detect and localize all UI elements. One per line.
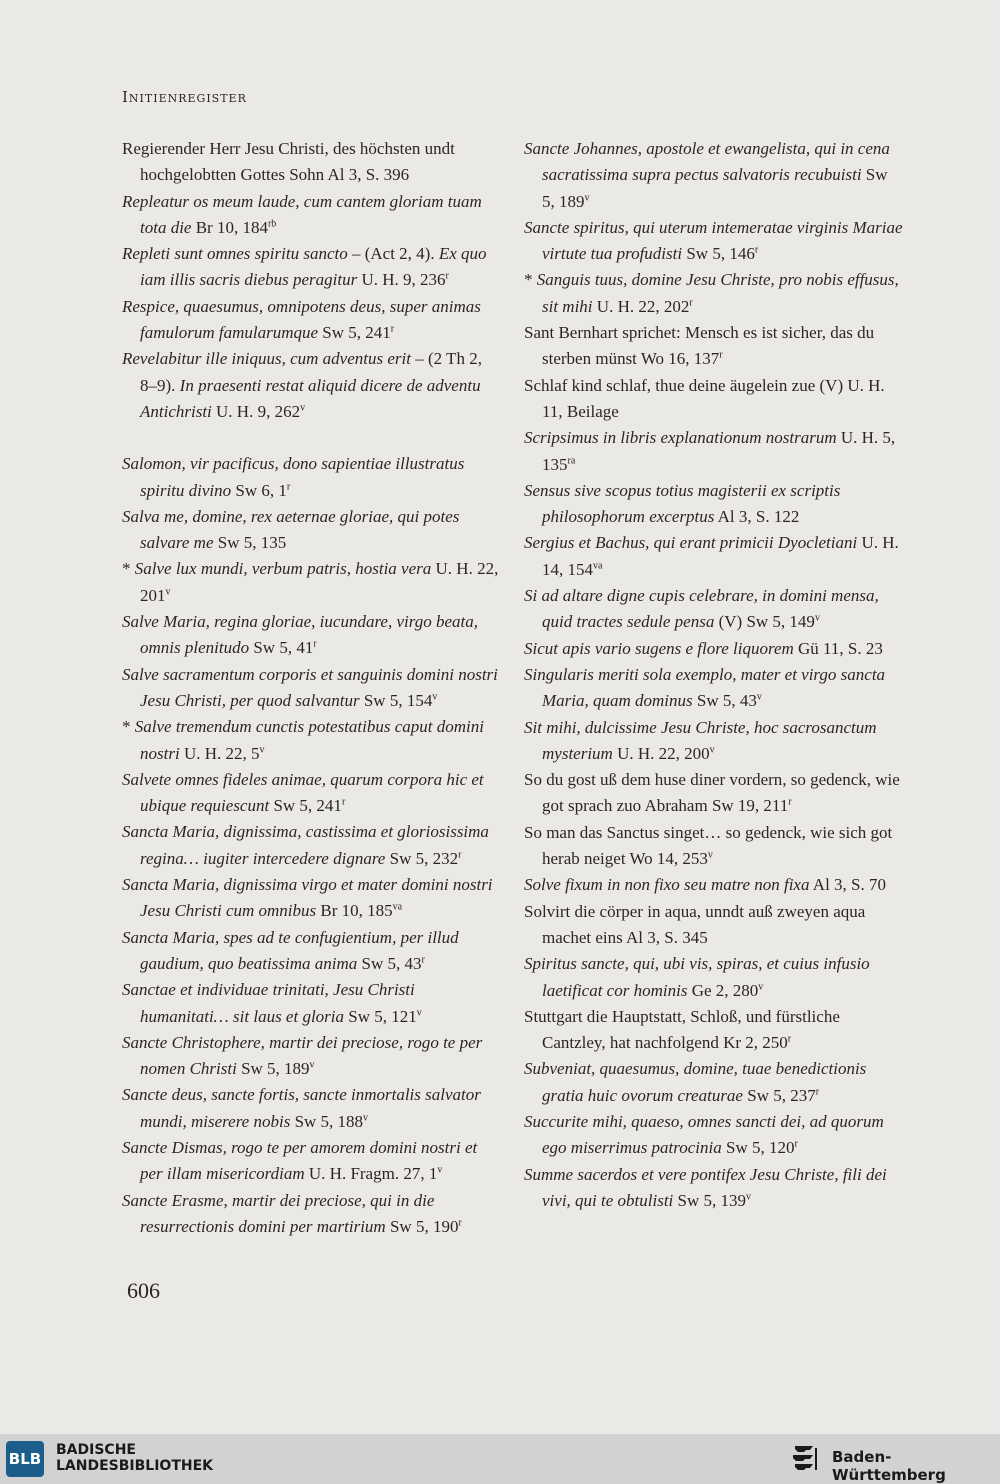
footer-bar [0,1434,1000,1484]
incipit-text: Salve sacramentum corporis et sanguinis domini nostri Jesu Christi, per quod salvantur [122,664,498,710]
page-number: 606 [127,1278,160,1303]
entry-text: Sw 5, 135 [213,533,287,553]
index-entry [524,267,904,320]
incipit-text: Subveniat, quaesumus, domine, tuae benedictionis gratia huic ovorum creaturae [524,1059,867,1105]
folio-marker: v [746,1191,751,1203]
folio-marker: v [300,402,306,414]
incipit-text: In praesenti restat aliquid dicere de adventu Antichristi [140,375,481,421]
index-entry [524,872,904,898]
entry-text: Gü 11, S. 23 [793,638,883,658]
folio-marker: va [593,560,603,572]
entry-text: Br 10, 184 [191,217,268,237]
entry-text: U. H. Fragm. 27, 1 [304,1164,438,1184]
entry-text: Sw 5, 241 [269,796,342,816]
incipit-text: Respice, quaesumus, omnipotens deus, super animas famulorum famularumque [122,296,481,343]
index-entry [524,820,904,873]
entry-text: Sw 5, 121 [344,1006,417,1026]
incipit-text: Salva me, domine, rex aeternae gloriae, qui potes salvare me [122,506,460,553]
folio-marker: v [584,191,590,203]
folio-marker: r [788,796,792,808]
entry-text: Al 3, S. 70 [809,875,887,895]
index-entry [524,320,904,373]
incipit-text: Succurite mihi, quaeso, omnes sancti dei, ad quorum ego miserrimus patrocinia [524,1111,884,1158]
folio-marker: r [787,1033,792,1045]
entry-text: Sw 5, 43 [357,953,422,973]
folio-marker: v [309,1059,315,1071]
index-entry [524,1109,904,1162]
index-entry [524,636,904,662]
incipit-text: Sanguis tuus, domine Jesu Christe, pro nobis effusus, sit mihi [536,270,899,316]
entry-text: Sw 5, 190 [385,1216,459,1236]
index-entry [524,767,904,820]
library-name-line2: LANDESBIBLIOTHEK [56,1458,214,1474]
folio-marker: v [416,1006,422,1018]
index-entry [122,451,502,504]
index-entry [122,504,502,557]
index-entry [524,373,904,426]
index-entry [122,662,502,715]
entry-text: U. H. 22, 200 [612,743,710,763]
index-entry [122,189,502,242]
incipit-text: Salve Maria, regina gloriae, iucundare, virgo beata, omnis plenitudo [122,612,478,658]
entry-text: So du gost uß dem huse diner vordern, so gedenck, wie got sprach zuo Abraham Sw 19, 211 [524,770,900,816]
folio-marker: v [814,612,820,624]
incipit-text: Sancta Maria, spes ad te confugientium, per illud gaudium, quo beatissima anima [122,927,459,973]
index-entry [122,714,502,767]
entry-text: Schlaf kind schlaf, thue deine äugelein zue (V) U. H. 11, Beilage [524,375,885,421]
incipit-text: Sancte Erasme, martir dei preciose, qui in die resurrectionis domini per martirium [122,1190,435,1236]
incipit-text: Sicut apis vario sugens e flore liquorem [524,638,794,658]
index-entry [524,425,904,478]
folio-marker: v [437,1164,443,1176]
index-entry [122,294,502,347]
entry-text: Sw 5, 154 [359,690,433,710]
entry-text: (V) Sw 5, 149 [714,612,815,632]
entry-text: Sw 5, 120 [721,1138,795,1158]
index-entry [122,819,502,872]
entry-text: Sw 5, 188 [290,1111,364,1131]
lions-emblem-icon [789,1442,823,1476]
index-entry [122,556,502,609]
incipit-text: Sanctae et individuae trinitati, Jesu Christi humanitati… sit laus et gloria [122,980,415,1026]
entry-text: Solvirt die cörper in aqua, unndt auß zweyen aqua machet eins Al 3, S. 345 [524,901,866,947]
incipit-text: Sergius et Bachus, qui erant primicii Dyocletiani [524,533,858,553]
index-entry [122,767,502,820]
folio-marker: v [259,743,265,755]
folio-marker: v [165,586,171,598]
folio-marker: rb [267,218,277,230]
blb-logo[interactable]: BLB [6,1441,44,1477]
index-entry [524,1004,904,1057]
entry-text: U. H. 5, 135 [542,428,896,474]
index-entry [122,1135,502,1188]
index-entry [524,899,904,952]
folio-marker: v [363,1112,369,1124]
entry-text: Sw 5, 232 [385,848,459,868]
entry-text: Sw 5, 241 [318,323,391,343]
entry-text: U. H. 22, 201 [140,559,499,605]
index-entry [122,136,502,189]
index-entry [122,1082,502,1135]
entry-text: Sw 5, 41 [249,638,314,658]
incipit-text: Scripsimus in libris explanationum nostrarum [524,428,837,448]
running-head: Initienregister [122,88,247,106]
folio-marker: r [445,270,449,282]
entry-text: – (Act 2, 4). [347,244,439,264]
folio-marker: r [689,297,693,309]
index-entry [122,925,502,978]
incipit-text: Salvete omnes fideles animae, quarum corpora hic et ubique requiescunt [122,769,484,816]
incipit-text: Salomon, vir pacificus, dono sapientiae illustratus spiritu divino [122,454,465,500]
left-column [122,136,502,1240]
entry-text: Sw 5, 189 [542,165,888,211]
index-entry [122,609,502,662]
folio-marker: v [756,691,762,703]
incipit-text: Salve tremendum cunctis potestatibus caput domini nostri [134,717,484,763]
library-name-line1: BADISCHE [56,1442,136,1458]
index-entry [122,977,502,1030]
folio-marker: r [421,954,425,966]
incipit-text: Spiritus sancte, qui, ubi vis, spiras, et cuius infusio laetificat cor hominis [524,954,870,1000]
incipit-text: Si ad altare digne cupis celebrare, in domini mensa, quid tractes sedule pensa [524,586,879,632]
folio-marker: v [432,691,438,703]
entry-text: U. H. 14, 154 [542,533,899,579]
folio-marker: r [390,323,395,335]
folio-marker: r [286,480,291,492]
entry-text: Sw 6, 1 [231,480,287,500]
folio-marker: r [794,1138,798,1150]
index-entry [524,1162,904,1215]
folio-marker: v [707,849,713,861]
entry-text: * [122,717,135,737]
incipit-text: Sancte deus, sancte fortis, sancte inmortalis salvator mundi, miserere nobis [122,1085,481,1131]
index-entry [122,1030,502,1083]
index-entry [122,241,502,294]
incipit-text: Sancte Johannes, apostole et ewangelista, qui in cena sacratissima supra pectus salvatoris recubuisti [524,139,890,185]
incipit-text: Salve lux mundi, verbum patris, hostia vera [134,559,432,579]
entry-text: U. H. 22, 5 [179,743,260,763]
entry-text: U. H. 9, 262 [211,401,301,421]
index-entry [524,530,904,583]
incipit-text: Singularis meriti sola exemplo, mater et virgo sancta Maria, quam dominus [524,664,886,711]
incipit-text: Summe sacerdos et vere pontifex Jesu Christe, fili dei vivi, qui te obtulisti [524,1164,887,1210]
entry-text: U. H. 9, 236 [357,270,446,290]
entry-text: So man das Sanctus singet… so gedenck, wie sich got herab neiget Wo 14, 253 [524,822,893,869]
entry-text: Ge 2, 280 [687,980,759,1000]
folio-marker: va [392,901,403,913]
entry-text: – (2 Th 2, 8–9). [140,349,482,395]
index-entry [524,1056,904,1109]
entry-text: Sw 5, 139 [673,1190,746,1210]
index-entry [524,583,904,636]
incipit-text: Sancta Maria, dignissima virgo et mater domini nostri Jesu Christi cum omnibus [122,875,493,921]
incipit-text: Ex quo iam illis sacris diebus peragitur [140,244,487,290]
incipit-text: Sit mihi, dulcissime Jesu Christe, hoc sacrosanctum mysterium [524,717,877,763]
folio-marker: r [458,1217,462,1229]
library-name[interactable] [56,1442,213,1474]
index-entry [122,872,502,925]
entry-text: Stuttgart die Hauptstatt, Schloß, und fürstliche Cantzley, hat nachfolgend Kr 2, 250 [524,1006,840,1053]
entry-text: Sw 5, 189 [236,1059,310,1079]
index-entry [524,136,904,215]
state-name[interactable]: Baden-Württemberg [832,1448,946,1484]
incipit-text: Sensus sive scopus totius magisterii ex scriptis philosophorum excerptus [524,480,841,527]
entry-text: Sw 5, 43 [692,691,757,711]
entry-text: * [122,559,135,579]
entry-text: Br 10, 185 [316,901,393,921]
index-entry [524,478,904,531]
incipit-text: Sancte Christophere, martir dei preciose, rogo te per nomen Christi [122,1032,483,1079]
incipit-text: Sancte Dismas, rogo te per amorem domini nostri et per illam misericordiam [122,1137,478,1184]
folio-marker: v [758,980,764,992]
folio-marker: v [709,744,715,756]
index-entry [524,715,904,768]
index-entry [122,1188,502,1241]
incipit-text: Solve fixum in non fixo seu matre non fixa [524,875,810,895]
folio-marker: ra [567,454,576,466]
entry-text: Sw 5, 146 [682,244,755,264]
index-entry [524,215,904,268]
entry-text: Sw 5, 237 [742,1085,816,1105]
index-entry [524,951,904,1004]
entry-text: Regierender Herr Jesu Christi, des höchsten undt hochgelobtten Gottes Sohn Al 3, S. 396 [122,139,455,185]
incipit-text: Repleti sunt omnes spiritu sancto [122,244,348,264]
entry-text: Al 3, S. 122 [714,507,800,527]
folio-marker: r [341,796,346,808]
entry-text: U. H. 22, 202 [592,296,690,316]
entry-text: Sant Bernhart sprichet: Mensch es ist sicher, das du sterben münst Wo 16, 137 [524,323,875,369]
index-entry [524,662,904,715]
right-column [524,136,904,1214]
folio-marker: r [313,638,317,650]
entry-text: * [524,270,537,290]
incipit-text: Sancte spiritus, qui uterum intemeratae virginis Mariae virtute tua profudisti [524,217,903,264]
folio-marker: r [719,349,723,361]
incipit-text: Revelabitur ille iniquus, cum adventus erit [122,349,411,369]
incipit-text: Repleatur os meum laude, cum cantem gloriam tuam tota die [122,191,482,237]
incipit-text: Sancta Maria, dignissima, castissima et gloriosissima regina… iugiter intercedere dignare [122,822,489,868]
folio-marker: r [815,1086,820,1098]
folio-marker: r [754,244,759,256]
index-entry [122,346,502,425]
folio-marker: r [458,849,462,861]
